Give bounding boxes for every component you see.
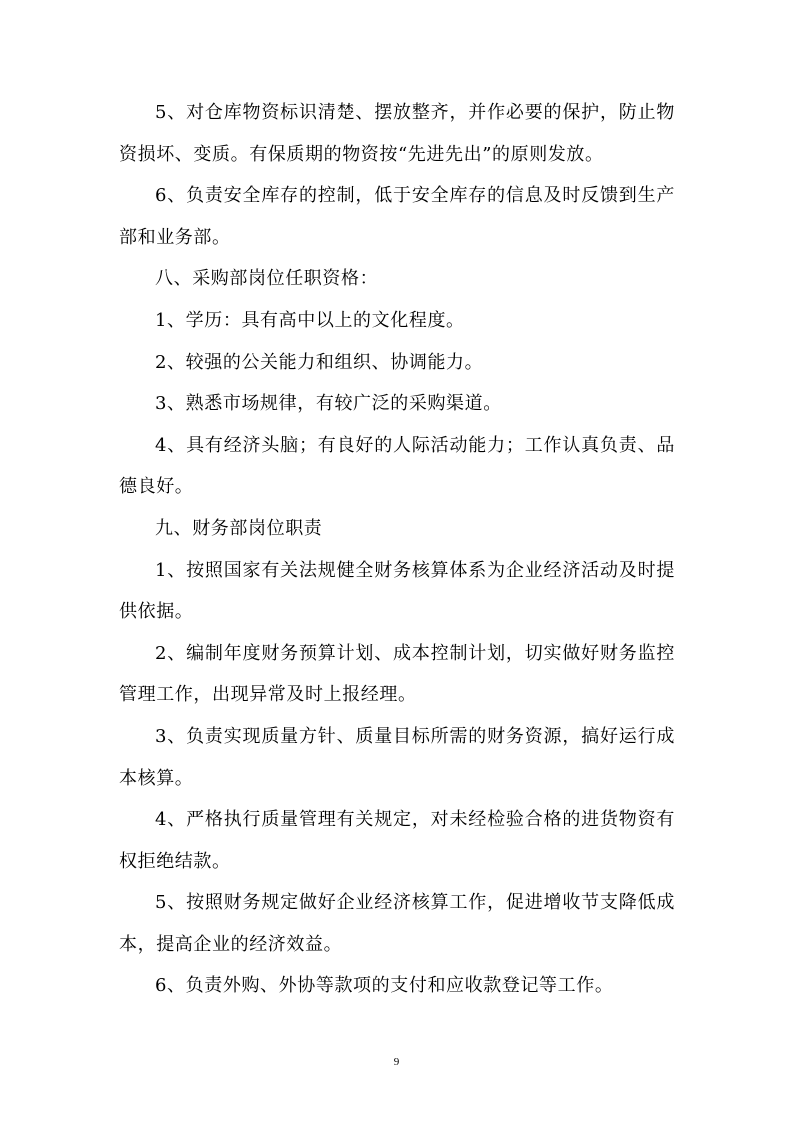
paragraph-warehouse-item-5: 5、对仓库物资标识清楚、摆放整齐，并作必要的保护，防止物资损坏、变质。有保质期的物资按“先进先出”的原则发放。 [119,102,675,165]
paragraph-qualification-1: 1、学历：具有高中以上的文化程度。 [155,309,465,331]
paragraph-finance-5: 5、按照财务规定做好企业经济核算工作，促进增收节支降低成本，提高企业的经济效益。 [119,892,675,955]
paragraph-qualification-3: 3、熟悉市场规律，有较广泛的采购渠道。 [155,393,502,415]
section-heading-purchasing-qualifications: 八、采购部岗位任职资格： [155,268,379,290]
section-heading-finance-duties: 九、财务部岗位职责 [155,517,323,539]
paragraph-finance-2: 2、编制年度财务预算计划、成本控制计划，切实做好财务监控管理工作，出现异常及时上报经理。 [119,642,675,706]
paragraph-finance-1: 1、按照国家有关法规健全财务核算体系为企业经济活动及时提供依据。 [119,559,675,623]
paragraph-qualification-2: 2、较强的公关能力和组织、协调能力。 [155,351,484,373]
paragraph-finance-6: 6、负责外购、外协等款项的支付和应收款登记等工作。 [155,975,614,997]
paragraph-warehouse-item-6: 6、负责安全库存的控制，低于安全库存的信息及时反馈到生产部和业务部。 [119,185,675,248]
paragraph-finance-3: 3、负责实现质量方针、质量目标所需的财务资源，搞好运行成本核算。 [119,725,675,789]
paragraph-finance-4: 4、严格执行质量管理有关规定，对未经检验合格的进货物资有权拒绝结款。 [119,809,675,872]
document-body [119,92,675,1007]
page-number: 9 [393,1056,400,1068]
paragraph-qualification-4: 4、具有经济头脑；有良好的人际活动能力；工作认真负责、品德良好。 [119,434,675,498]
